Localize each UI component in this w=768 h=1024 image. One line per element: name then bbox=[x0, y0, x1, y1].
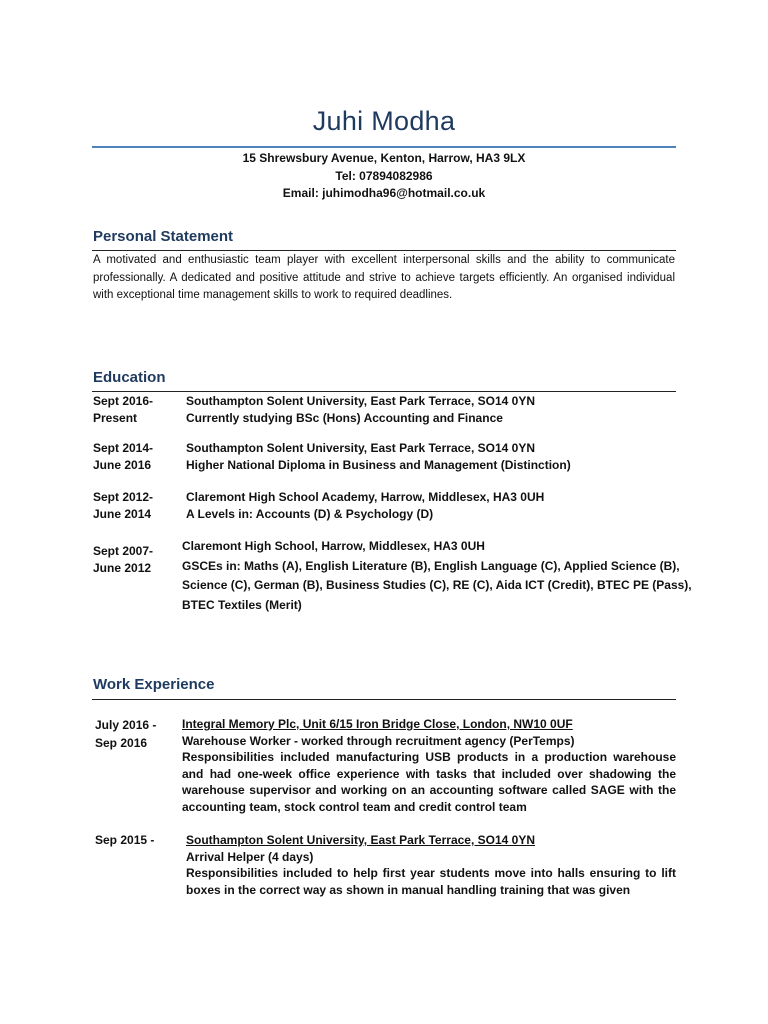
job-role: Warehouse Worker - worked through recruitment agency (PerTemps) bbox=[182, 733, 575, 748]
section-divider bbox=[92, 391, 676, 392]
work-date: July 2016 - Sep 2016 bbox=[95, 718, 157, 750]
employer-name: Integral Memory Plc, Unit 6/15 Iron Bridge Close, London, NW10 0UF bbox=[182, 717, 573, 731]
section-title-work-experience: Work Experience bbox=[93, 676, 215, 693]
section-title-education: Education bbox=[93, 369, 166, 386]
education-date: Sept 2007- June 2012 bbox=[93, 544, 154, 575]
work-entry bbox=[182, 716, 676, 815]
email-line: Email: juhimodha96@hotmail.co.uk bbox=[282, 186, 486, 200]
section-divider bbox=[92, 250, 676, 251]
education-institution: Southampton Solent University, East Park Terrace, SO14 0YN bbox=[186, 394, 536, 408]
gcse-line: Science (C), German (B), Business Studies (C), RE (C), Aida ICT (Credit), BTEC PE (Pass), bbox=[182, 578, 692, 592]
education-entry bbox=[186, 489, 676, 523]
contact-block bbox=[92, 150, 676, 203]
education-institution: Claremont High School Academy, Harrow, Middlesex, HA3 0UH bbox=[186, 490, 545, 504]
gcse-line: GSCEs in: Maths (A), English Literature (B), English Language (C), Applied Science (B), bbox=[182, 558, 680, 573]
education-date: Sept 2014- June 2016 bbox=[93, 441, 154, 472]
education-entry bbox=[186, 440, 676, 474]
address-line: 15 Shrewsbury Avenue, Kenton, Harrow, HA3 9LX bbox=[242, 151, 526, 165]
employer-name: Southampton Solent University, East Park Terrace, SO14 0YN bbox=[186, 833, 536, 847]
education-institution: Claremont High School, Harrow, Middlesex, HA3 0UH bbox=[182, 539, 485, 553]
candidate-name: Juhi Modha bbox=[312, 106, 456, 136]
education-institution: Southampton Solent University, East Park Terrace, SO14 0YN bbox=[186, 441, 536, 455]
section-title-personal-statement: Personal Statement bbox=[93, 228, 234, 245]
job-description: Responsibilities included to help first year students move into halls ensuring to lift boxes in the correct way as shown in manual handling training that was given bbox=[186, 866, 676, 897]
education-entry bbox=[182, 537, 692, 615]
gcse-line: BTEC Textiles (Merit) bbox=[182, 597, 302, 612]
work-entry bbox=[186, 832, 676, 898]
telephone-line: Tel: 07894082986 bbox=[335, 168, 433, 183]
job-description: Responsibilities included manufacturing USB products in a production warehouse and had one-week office experience with tasks that included over shadowing the warehouse supervisor and working on an accounting software called SAGE with the accounting team, stock control team and credit control team bbox=[182, 750, 676, 814]
header-divider bbox=[92, 146, 676, 148]
education-qualification: A Levels in: Accounts (D) & Psychology (D) bbox=[186, 507, 434, 521]
education-date: Sept 2016- Present bbox=[93, 394, 154, 425]
education-qualification: Currently studying BSc (Hons) Accounting and Finance bbox=[186, 411, 503, 425]
section-divider bbox=[92, 699, 676, 700]
personal-statement-text: A motivated and enthusiastic team player with excellent interpersonal skills and the ability to communicate professionally. A dedicated and positive attitude and strive to achieve targets efficiently. An organised individual with exceptional time management skills to work to required deadlines. bbox=[93, 254, 675, 301]
job-role: Arrival Helper (4 days) bbox=[186, 849, 314, 864]
work-date: Sep 2015 - bbox=[95, 833, 155, 847]
education-entry bbox=[186, 393, 676, 427]
education-qualification: Higher National Diploma in Business and Management (Distinction) bbox=[186, 458, 571, 472]
education-date: Sept 2012- June 2014 bbox=[93, 490, 154, 521]
